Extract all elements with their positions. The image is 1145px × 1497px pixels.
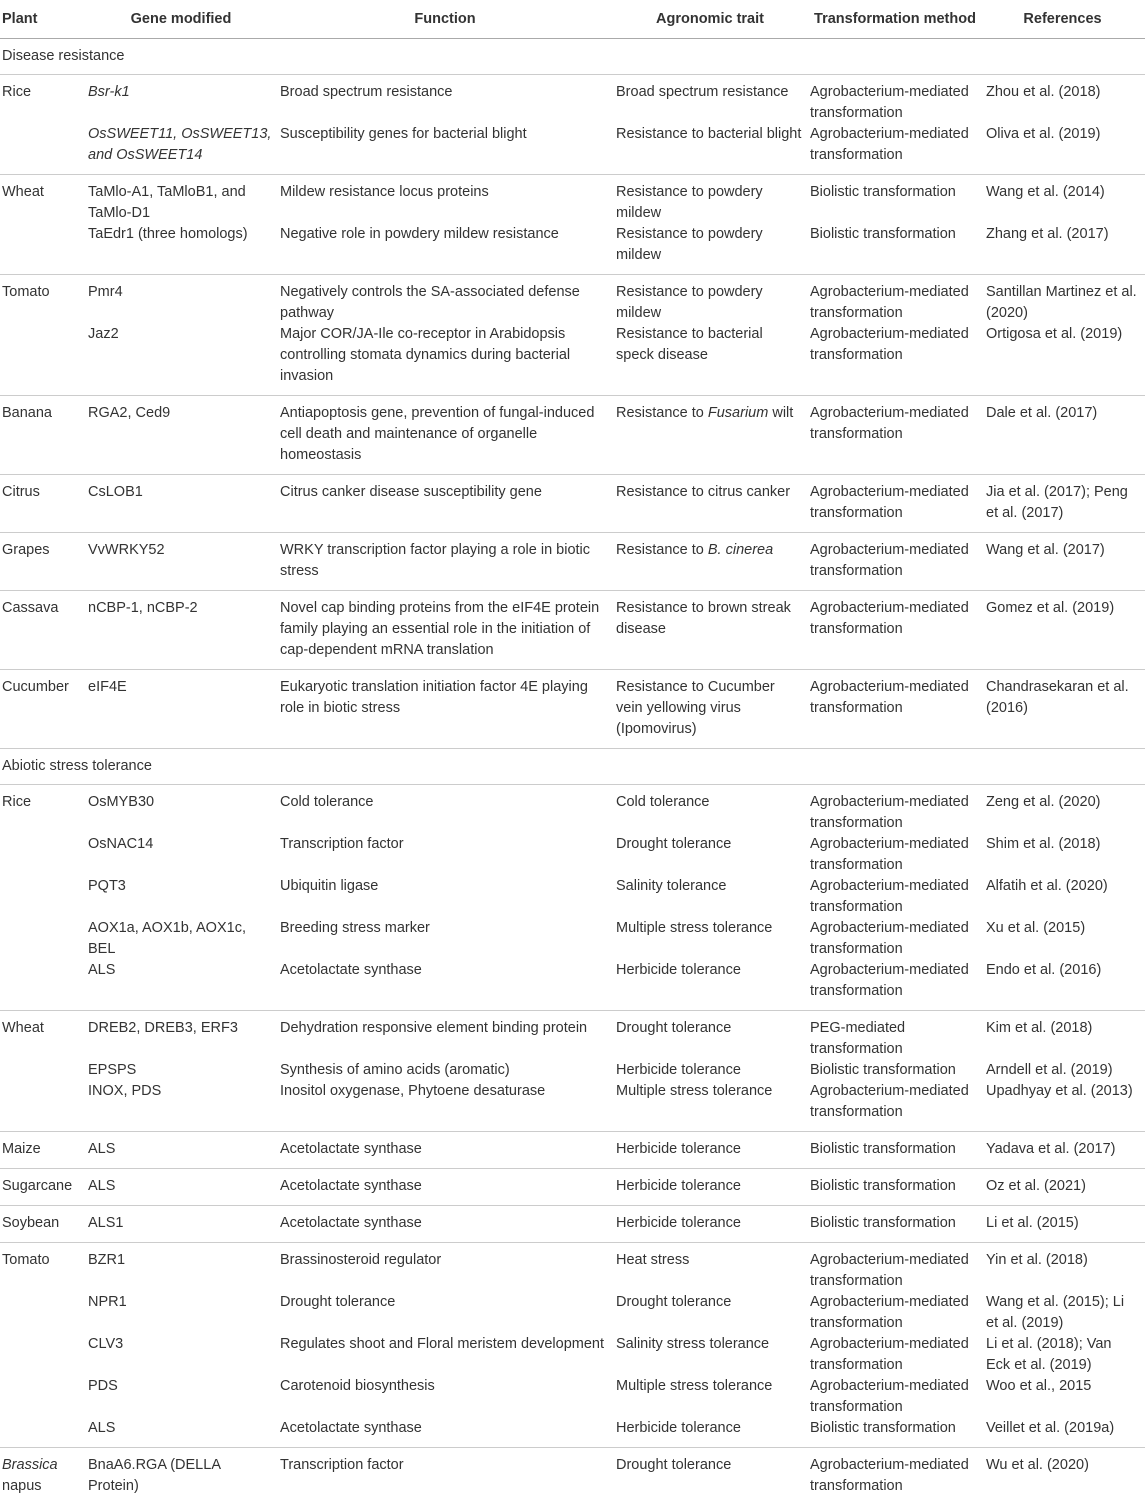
cell-function: Dehydration responsive element binding protein bbox=[280, 1011, 616, 1061]
cell-function: Major COR/JA-Ile co-receptor in Arabidopsis controlling stomata dynamics during bacterial invasion bbox=[280, 324, 616, 396]
cell-method: Biolistic transformation bbox=[810, 175, 986, 225]
cell-plant bbox=[0, 876, 88, 918]
table-row bbox=[0, 124, 1145, 175]
cell-function: Synthesis of amino acids (aromatic) bbox=[280, 1060, 616, 1081]
cell-plant: Banana bbox=[0, 396, 88, 475]
cell-reference: Zhang et al. (2017) bbox=[986, 224, 1145, 275]
section-abiotic-stress: Abiotic stress tolerance bbox=[0, 749, 1145, 785]
header-method: Transformation method bbox=[810, 0, 986, 39]
cell-function: Transcription factor bbox=[280, 1448, 616, 1497]
cell-trait: Multiple stress tolerance bbox=[616, 1081, 810, 1132]
cell-function: Acetolactate synthase bbox=[280, 960, 616, 1011]
cell-plant: Cassava bbox=[0, 591, 88, 670]
table-row bbox=[0, 396, 1145, 475]
cell-trait: Cold tolerance bbox=[616, 785, 810, 835]
cell-gene: VvWRKY52 bbox=[88, 533, 280, 591]
cell-method: Agrobacterium-mediated transformation bbox=[810, 1081, 986, 1132]
table-row bbox=[0, 1060, 1145, 1081]
cell-plant: Citrus bbox=[0, 475, 88, 533]
cell-method: Agrobacterium-mediated transformation bbox=[810, 918, 986, 960]
cell-reference: Yin et al. (2018) bbox=[986, 1243, 1145, 1293]
cell-gene: nCBP-1, nCBP-2 bbox=[88, 591, 280, 670]
cell-function: Broad spectrum resistance bbox=[280, 75, 616, 125]
cell-gene: CsLOB1 bbox=[88, 475, 280, 533]
cell-reference: Jia et al. (2017); Peng et al. (2017) bbox=[986, 475, 1145, 533]
cell-trait: Herbicide tolerance bbox=[616, 1418, 810, 1448]
cell-reference: Woo et al., 2015 bbox=[986, 1376, 1145, 1418]
cell-method: Agrobacterium-mediated transformation bbox=[810, 124, 986, 175]
cell-gene: BnaA6.RGA (DELLA Protein) bbox=[88, 1448, 280, 1497]
cell-gene: Jaz2 bbox=[88, 324, 280, 396]
cell-gene: PQT3 bbox=[88, 876, 280, 918]
table-row bbox=[0, 475, 1145, 533]
table-row bbox=[0, 670, 1145, 749]
cell-trait: Drought tolerance bbox=[616, 1011, 810, 1061]
cell-method: Agrobacterium-mediated transformation bbox=[810, 275, 986, 325]
header-gene: Gene modified bbox=[88, 0, 280, 39]
cell-method: Agrobacterium-mediated transformation bbox=[810, 1243, 986, 1293]
table-row bbox=[0, 1292, 1145, 1334]
cell-trait: Broad spectrum resistance bbox=[616, 75, 810, 125]
cell-plant bbox=[0, 1060, 88, 1081]
table-row bbox=[0, 960, 1145, 1011]
cell-function: Regulates shoot and Floral meristem development bbox=[280, 1334, 616, 1376]
header-references: References bbox=[986, 0, 1145, 39]
section-row bbox=[0, 749, 1145, 785]
cell-plant: Wheat bbox=[0, 1011, 88, 1061]
cell-function: Brassinosteroid regulator bbox=[280, 1243, 616, 1293]
table-row bbox=[0, 591, 1145, 670]
cell-function: Negatively controls the SA-associated defense pathway bbox=[280, 275, 616, 325]
cell-gene: Bsr-k1 bbox=[88, 75, 280, 125]
cell-gene: NPR1 bbox=[88, 1292, 280, 1334]
cell-reference: Endo et al. (2016) bbox=[986, 960, 1145, 1011]
cell-trait: Herbicide tolerance bbox=[616, 1060, 810, 1081]
cell-trait: Resistance to brown streak disease bbox=[616, 591, 810, 670]
cell-gene: OsMYB30 bbox=[88, 785, 280, 835]
table-row bbox=[0, 75, 1145, 125]
cell-trait: Herbicide tolerance bbox=[616, 1206, 810, 1243]
cell-method: Biolistic transformation bbox=[810, 1169, 986, 1206]
cell-reference: Alfatih et al. (2020) bbox=[986, 876, 1145, 918]
cell-plant bbox=[0, 1418, 88, 1448]
cell-plant bbox=[0, 918, 88, 960]
cell-plant bbox=[0, 960, 88, 1011]
cell-reference: Li et al. (2018); Van Eck et al. (2019) bbox=[986, 1334, 1145, 1376]
table-row bbox=[0, 275, 1145, 325]
cell-plant: Tomato bbox=[0, 275, 88, 325]
cell-method: Agrobacterium-mediated transformation bbox=[810, 960, 986, 1011]
cell-method: Biolistic transformation bbox=[810, 224, 986, 275]
cell-plant: Cucumber bbox=[0, 670, 88, 749]
cell-reference: Chandrasekaran et al. (2016) bbox=[986, 670, 1145, 749]
table-row bbox=[0, 1448, 1145, 1497]
cell-gene: INOX, PDS bbox=[88, 1081, 280, 1132]
cell-method: Biolistic transformation bbox=[810, 1132, 986, 1169]
cell-reference: Wang et al. (2015); Li et al. (2019) bbox=[986, 1292, 1145, 1334]
cell-trait: Resistance to bacterial blight bbox=[616, 124, 810, 175]
cell-trait: Resistance to powdery mildew bbox=[616, 224, 810, 275]
table-row bbox=[0, 1334, 1145, 1376]
cell-plant bbox=[0, 124, 88, 175]
header-row bbox=[0, 0, 1145, 39]
cell-function: Ubiquitin ligase bbox=[280, 876, 616, 918]
cell-method: Biolistic transformation bbox=[810, 1060, 986, 1081]
cell-trait: Resistance to bacterial speck disease bbox=[616, 324, 810, 396]
cell-reference: Santillan Martinez et al. (2020) bbox=[986, 275, 1145, 325]
cell-trait: Herbicide tolerance bbox=[616, 960, 810, 1011]
cell-gene: OsNAC14 bbox=[88, 834, 280, 876]
cell-gene: CLV3 bbox=[88, 1334, 280, 1376]
cell-gene: AOX1a, AOX1b, AOX1c, BEL bbox=[88, 918, 280, 960]
table-row bbox=[0, 834, 1145, 876]
cell-reference: Arndell et al. (2019) bbox=[986, 1060, 1145, 1081]
cell-gene: ALS bbox=[88, 960, 280, 1011]
cell-function: WRKY transcription factor playing a role in biotic stress bbox=[280, 533, 616, 591]
cell-gene: ALS bbox=[88, 1132, 280, 1169]
table-row bbox=[0, 1206, 1145, 1243]
cell-function: Citrus canker disease susceptibility gene bbox=[280, 475, 616, 533]
cell-trait: Multiple stress tolerance bbox=[616, 918, 810, 960]
cell-trait: Drought tolerance bbox=[616, 1448, 810, 1497]
cell-trait: Resistance to powdery mildew bbox=[616, 175, 810, 225]
cell-plant: Rice bbox=[0, 75, 88, 125]
cell-plant bbox=[0, 1292, 88, 1334]
cell-plant: Wheat bbox=[0, 175, 88, 225]
cell-method: Biolistic transformation bbox=[810, 1206, 986, 1243]
cell-method: Agrobacterium-mediated transformation bbox=[810, 834, 986, 876]
cell-function: Eukaryotic translation initiation factor 4E playing role in biotic stress bbox=[280, 670, 616, 749]
table-row bbox=[0, 1081, 1145, 1132]
cell-plant: Sugarcane bbox=[0, 1169, 88, 1206]
cell-trait: Herbicide tolerance bbox=[616, 1132, 810, 1169]
table-row bbox=[0, 785, 1145, 835]
cell-plant: Brassica napus bbox=[0, 1448, 88, 1497]
cell-reference: Wang et al. (2017) bbox=[986, 533, 1145, 591]
cell-function: Breeding stress marker bbox=[280, 918, 616, 960]
table-row bbox=[0, 1418, 1145, 1448]
cell-trait: Salinity stress tolerance bbox=[616, 1334, 810, 1376]
cell-gene: ALS bbox=[88, 1169, 280, 1206]
cell-function: Negative role in powdery mildew resistance bbox=[280, 224, 616, 275]
cell-plant: Soybean bbox=[0, 1206, 88, 1243]
cell-reference: Veillet et al. (2019a) bbox=[986, 1418, 1145, 1448]
header-trait: Agronomic trait bbox=[616, 0, 810, 39]
cell-trait: Resistance to powdery mildew bbox=[616, 275, 810, 325]
cell-reference: Shim et al. (2018) bbox=[986, 834, 1145, 876]
cell-method: Agrobacterium-mediated transformation bbox=[810, 876, 986, 918]
cell-gene: PDS bbox=[88, 1376, 280, 1418]
cell-method: Agrobacterium-mediated transformation bbox=[810, 396, 986, 475]
cell-reference: Xu et al. (2015) bbox=[986, 918, 1145, 960]
cell-function: Acetolactate synthase bbox=[280, 1418, 616, 1448]
cell-trait: Resistance to citrus canker bbox=[616, 475, 810, 533]
section-row bbox=[0, 39, 1145, 75]
table-row bbox=[0, 224, 1145, 275]
cell-plant bbox=[0, 324, 88, 396]
cell-function: Acetolactate synthase bbox=[280, 1169, 616, 1206]
cell-method: PEG-mediated transformation bbox=[810, 1011, 986, 1061]
table-row bbox=[0, 918, 1145, 960]
cell-gene: eIF4E bbox=[88, 670, 280, 749]
cell-method: Agrobacterium-mediated transformation bbox=[810, 1448, 986, 1497]
cell-method: Agrobacterium-mediated transformation bbox=[810, 1334, 986, 1376]
cell-trait: Drought tolerance bbox=[616, 1292, 810, 1334]
cell-method: Agrobacterium-mediated transformation bbox=[810, 1292, 986, 1334]
cell-plant: Maize bbox=[0, 1132, 88, 1169]
cell-function: Acetolactate synthase bbox=[280, 1206, 616, 1243]
cell-reference: Zeng et al. (2020) bbox=[986, 785, 1145, 835]
cell-method: Agrobacterium-mediated transformation bbox=[810, 670, 986, 749]
cell-gene: EPSPS bbox=[88, 1060, 280, 1081]
cell-reference: Wu et al. (2020) bbox=[986, 1448, 1145, 1497]
cell-method: Biolistic transformation bbox=[810, 1418, 986, 1448]
cell-method: Agrobacterium-mediated transformation bbox=[810, 591, 986, 670]
table-row bbox=[0, 876, 1145, 918]
cell-function: Transcription factor bbox=[280, 834, 616, 876]
header-plant: Plant bbox=[0, 0, 88, 39]
cell-function: Antiapoptosis gene, prevention of fungal-induced cell death and maintenance of organelle homeostasis bbox=[280, 396, 616, 475]
cell-trait: Herbicide tolerance bbox=[616, 1169, 810, 1206]
table-row bbox=[0, 175, 1145, 225]
cell-method: Agrobacterium-mediated transformation bbox=[810, 75, 986, 125]
cell-gene: TaEdr1 (three homologs) bbox=[88, 224, 280, 275]
cell-gene: BZR1 bbox=[88, 1243, 280, 1293]
cell-reference: Ortigosa et al. (2019) bbox=[986, 324, 1145, 396]
cell-method: Agrobacterium-mediated transformation bbox=[810, 475, 986, 533]
cell-plant bbox=[0, 1334, 88, 1376]
cell-method: Agrobacterium-mediated transformation bbox=[810, 1376, 986, 1418]
cell-reference: Oliva et al. (2019) bbox=[986, 124, 1145, 175]
cell-function: Drought tolerance bbox=[280, 1292, 616, 1334]
cell-reference: Oz et al. (2021) bbox=[986, 1169, 1145, 1206]
cell-function: Inositol oxygenase, Phytoene desaturase bbox=[280, 1081, 616, 1132]
cell-plant bbox=[0, 1376, 88, 1418]
cell-plant: Tomato bbox=[0, 1243, 88, 1293]
cell-reference: Kim et al. (2018) bbox=[986, 1011, 1145, 1061]
cell-plant bbox=[0, 224, 88, 275]
cell-gene: ALS bbox=[88, 1418, 280, 1448]
cell-function: Carotenoid biosynthesis bbox=[280, 1376, 616, 1418]
cell-gene: DREB2, DREB3, ERF3 bbox=[88, 1011, 280, 1061]
cell-plant: Rice bbox=[0, 785, 88, 835]
header-function: Function bbox=[280, 0, 616, 39]
cell-gene: TaMlo-A1, TaMloB1, and TaMlo-D1 bbox=[88, 175, 280, 225]
cell-trait: Resistance to Cucumber vein yellowing virus (Ipomovirus) bbox=[616, 670, 810, 749]
cell-gene: Pmr4 bbox=[88, 275, 280, 325]
cell-method: Agrobacterium-mediated transformation bbox=[810, 324, 986, 396]
cell-method: Agrobacterium-mediated transformation bbox=[810, 533, 986, 591]
section-disease-resistance: Disease resistance bbox=[0, 39, 1145, 75]
cell-reference: Wang et al. (2014) bbox=[986, 175, 1145, 225]
cell-plant bbox=[0, 1081, 88, 1132]
cell-trait: Heat stress bbox=[616, 1243, 810, 1293]
cell-trait: Drought tolerance bbox=[616, 834, 810, 876]
table-row bbox=[0, 1011, 1145, 1061]
cell-method: Agrobacterium-mediated transformation bbox=[810, 785, 986, 835]
cell-trait: Resistance to Fusarium wilt bbox=[616, 396, 810, 475]
cell-reference: Li et al. (2015) bbox=[986, 1206, 1145, 1243]
cell-trait: Multiple stress tolerance bbox=[616, 1376, 810, 1418]
cell-reference: Upadhyay et al. (2013) bbox=[986, 1081, 1145, 1132]
cell-reference: Gomez et al. (2019) bbox=[986, 591, 1145, 670]
table-row bbox=[0, 1132, 1145, 1169]
cell-gene: OsSWEET11, OsSWEET13, and OsSWEET14 bbox=[88, 124, 280, 175]
cell-plant bbox=[0, 834, 88, 876]
table-row bbox=[0, 1169, 1145, 1206]
table-row bbox=[0, 1376, 1145, 1418]
cell-function: Susceptibility genes for bacterial blight bbox=[280, 124, 616, 175]
cell-function: Acetolactate synthase bbox=[280, 1132, 616, 1169]
cell-function: Mildew resistance locus proteins bbox=[280, 175, 616, 225]
table-row bbox=[0, 1243, 1145, 1293]
cell-gene: ALS1 bbox=[88, 1206, 280, 1243]
cell-plant: Grapes bbox=[0, 533, 88, 591]
cell-function: Cold tolerance bbox=[280, 785, 616, 835]
cell-reference: Zhou et al. (2018) bbox=[986, 75, 1145, 125]
cell-trait: Resistance to B. cinerea bbox=[616, 533, 810, 591]
cell-reference: Yadava et al. (2017) bbox=[986, 1132, 1145, 1169]
table-row bbox=[0, 324, 1145, 396]
cell-gene: RGA2, Ced9 bbox=[88, 396, 280, 475]
cell-trait: Salinity tolerance bbox=[616, 876, 810, 918]
cell-function: Novel cap binding proteins from the eIF4E protein family playing an essential role in the initiation of cap-dependent mRNA translation bbox=[280, 591, 616, 670]
table-row bbox=[0, 533, 1145, 591]
cell-reference: Dale et al. (2017) bbox=[986, 396, 1145, 475]
